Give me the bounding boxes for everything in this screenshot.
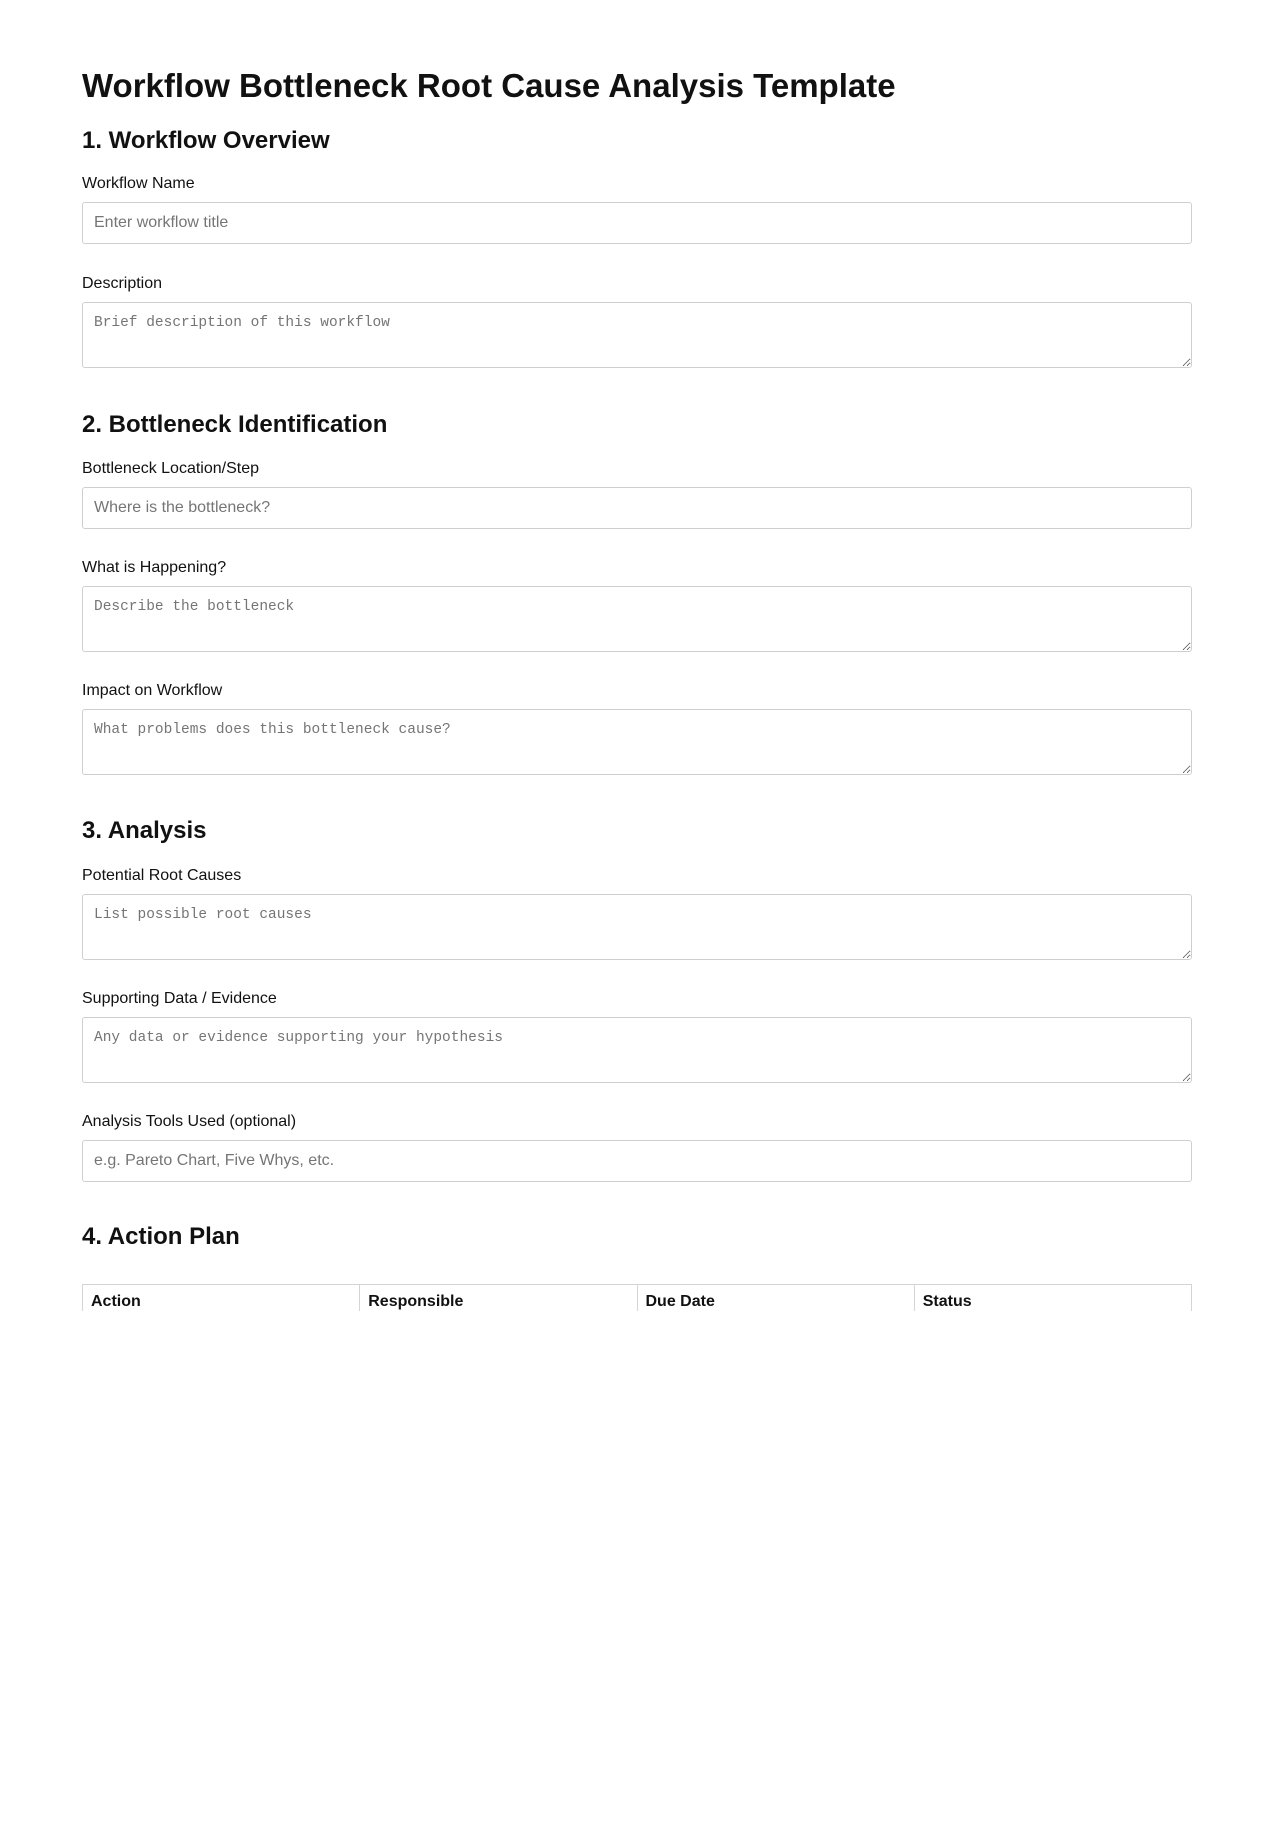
section-heading-overview: 1. Workflow Overview: [82, 127, 330, 154]
what-is-happening-textarea[interactable]: [82, 586, 1192, 652]
evidence-textarea[interactable]: [82, 1017, 1192, 1083]
column-header-action: Action: [83, 1285, 360, 1312]
workflow-name-label: Workflow Name: [82, 175, 195, 192]
impact-label: Impact on Workflow: [82, 682, 223, 699]
bottleneck-location-input[interactable]: [82, 487, 1192, 529]
workflow-name-input[interactable]: [82, 202, 1192, 244]
impact-textarea[interactable]: [82, 709, 1192, 775]
column-header-due-date: Due Date: [637, 1285, 914, 1312]
description-textarea[interactable]: [82, 302, 1192, 368]
page-title: Workflow Bottleneck Root Cause Analysis Template: [82, 67, 896, 104]
column-header-responsible: Responsible: [360, 1285, 637, 1312]
section-heading-identification: 2. Bottleneck Identification: [82, 411, 388, 438]
description-label: Description: [82, 275, 163, 292]
column-header-status: Status: [914, 1285, 1191, 1312]
action-plan-table: [82, 1284, 1192, 1311]
section-heading-analysis: 3. Analysis: [82, 817, 207, 844]
analysis-tools-input[interactable]: [82, 1140, 1192, 1182]
evidence-label: Supporting Data / Evidence: [82, 990, 277, 1007]
root-causes-label: Potential Root Causes: [82, 867, 242, 884]
analysis-tools-label: Analysis Tools Used (optional): [82, 1113, 297, 1130]
table-header-row: [83, 1285, 1192, 1312]
what-is-happening-label: What is Happening?: [82, 559, 227, 576]
root-causes-textarea[interactable]: [82, 894, 1192, 960]
action-plan-table-wrapper: [82, 1284, 1192, 1311]
section-heading-action-plan: 4. Action Plan: [82, 1223, 240, 1250]
bottleneck-location-label: Bottleneck Location/Step: [82, 460, 260, 477]
